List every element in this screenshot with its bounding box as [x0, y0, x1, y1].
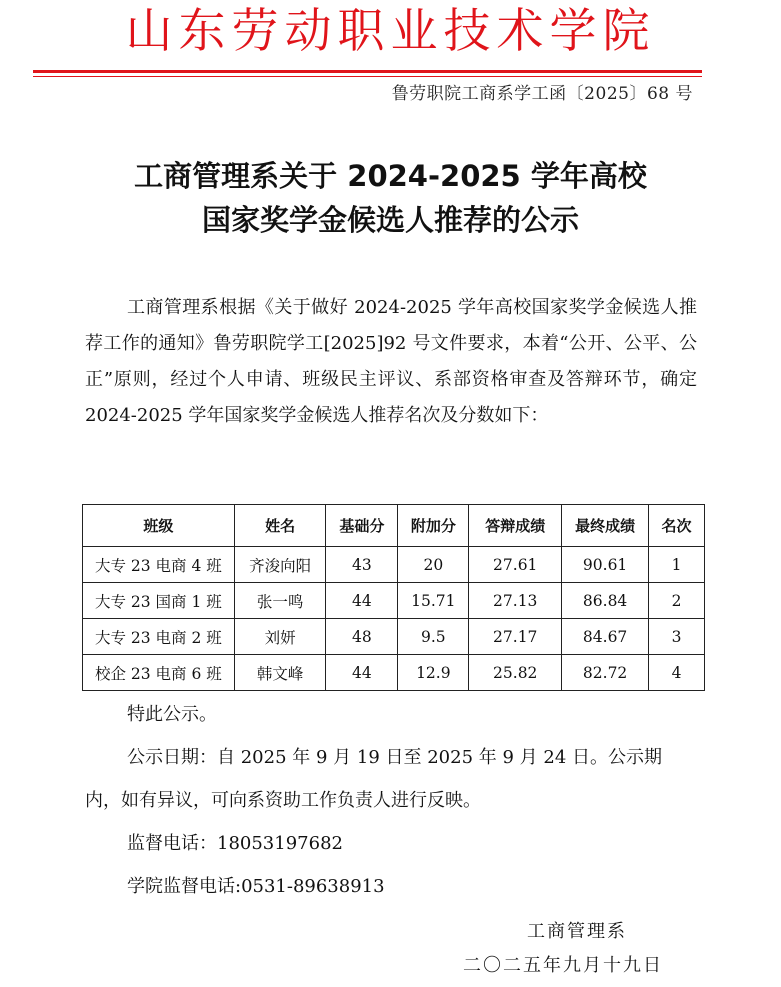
cell-defense-score: 27.17 [469, 619, 562, 655]
cell-name: 张一鸣 [234, 583, 326, 619]
table-row [83, 583, 705, 619]
cell-class: 大专 23 国商 1 班 [83, 583, 235, 619]
cell-rank: 1 [649, 547, 705, 583]
document-number: 鲁劳职院工商系学工函〔2025〕68 号 [391, 84, 693, 104]
cell-bonus-score: 15.71 [398, 583, 469, 619]
cell-bonus-score: 12.9 [398, 655, 469, 691]
header-red-rule-thick [33, 70, 702, 73]
cell-final-score: 82.72 [562, 655, 649, 691]
cell-name: 齐浚向阳 [234, 547, 326, 583]
table-row [83, 619, 705, 655]
cell-class: 大专 23 电商 4 班 [83, 547, 235, 583]
cell-base-score: 43 [326, 547, 398, 583]
header-institution-name: 山东劳动职业技术学院 [125, 4, 656, 59]
cell-final-score: 86.84 [562, 583, 649, 619]
cell-rank: 4 [649, 655, 705, 691]
signature-department: 工商管理系 [527, 921, 627, 942]
cell-base-score: 44 [326, 583, 398, 619]
cell-base-score: 44 [326, 655, 398, 691]
cell-final-score: 84.67 [562, 619, 649, 655]
cell-class: 大专 23 电商 2 班 [83, 619, 235, 655]
cell-base-score: 48 [326, 619, 398, 655]
document-title-line-2: 国家奖学金候选人推荐的公示 [201, 203, 579, 237]
cell-class: 校企 23 电商 6 班 [83, 655, 235, 691]
notice-period-line-1: 公示日期：自 2025 年 9 月 19 日至 2025 年 9 月 24 日。公示期 [127, 747, 662, 768]
header-defense-score: 答辩成绩 [469, 505, 562, 547]
cell-bonus-score: 20 [398, 547, 469, 583]
notice-hereby: 特此公示。 [127, 704, 217, 725]
cell-bonus-score: 9.5 [398, 619, 469, 655]
notice-period-line-2: 内，如有异议，可向系资助工作负责人进行反映。 [85, 790, 481, 811]
candidate-table [82, 504, 705, 691]
header-base-score: 基础分 [326, 505, 398, 547]
table-row [83, 547, 705, 583]
cell-defense-score: 27.61 [469, 547, 562, 583]
supervisor-phone: 监督电话：18053197682 [127, 833, 343, 854]
body-paragraph: 工商管理系根据《关于做好 2024-2025 学年高校国家奖学金候选人推荐工作的通知》鲁劳职院学工[2025]92 号文件要求，本着“公开、公平、公正”原则，经过个人申请、班级民主评议、系部资格审查及答辩环节，确定 2024-2025 学年国家奖学金候选人推荐名次及分数如下： [85, 297, 697, 426]
header-bonus-score: 附加分 [398, 505, 469, 547]
header-name: 姓名 [234, 505, 326, 547]
header-final-score: 最终成绩 [562, 505, 649, 547]
cell-defense-score: 25.82 [469, 655, 562, 691]
signature-date: 二〇二五年九月十九日 [463, 955, 663, 976]
cell-rank: 2 [649, 583, 705, 619]
cell-name: 韩文峰 [234, 655, 326, 691]
cell-defense-score: 27.13 [469, 583, 562, 619]
table-row [83, 655, 705, 691]
cell-final-score: 90.61 [562, 547, 649, 583]
document-title-line-1: 工商管理系关于 2024-2025 学年高校 [134, 159, 647, 193]
header-rank: 名次 [649, 505, 705, 547]
header-red-rule-thin [33, 76, 702, 77]
header-class: 班级 [83, 505, 235, 547]
college-supervisor-phone: 学院监督电话:0531-89638913 [127, 876, 385, 897]
cell-name: 刘妍 [234, 619, 326, 655]
table-header-row [83, 505, 705, 547]
cell-rank: 3 [649, 619, 705, 655]
